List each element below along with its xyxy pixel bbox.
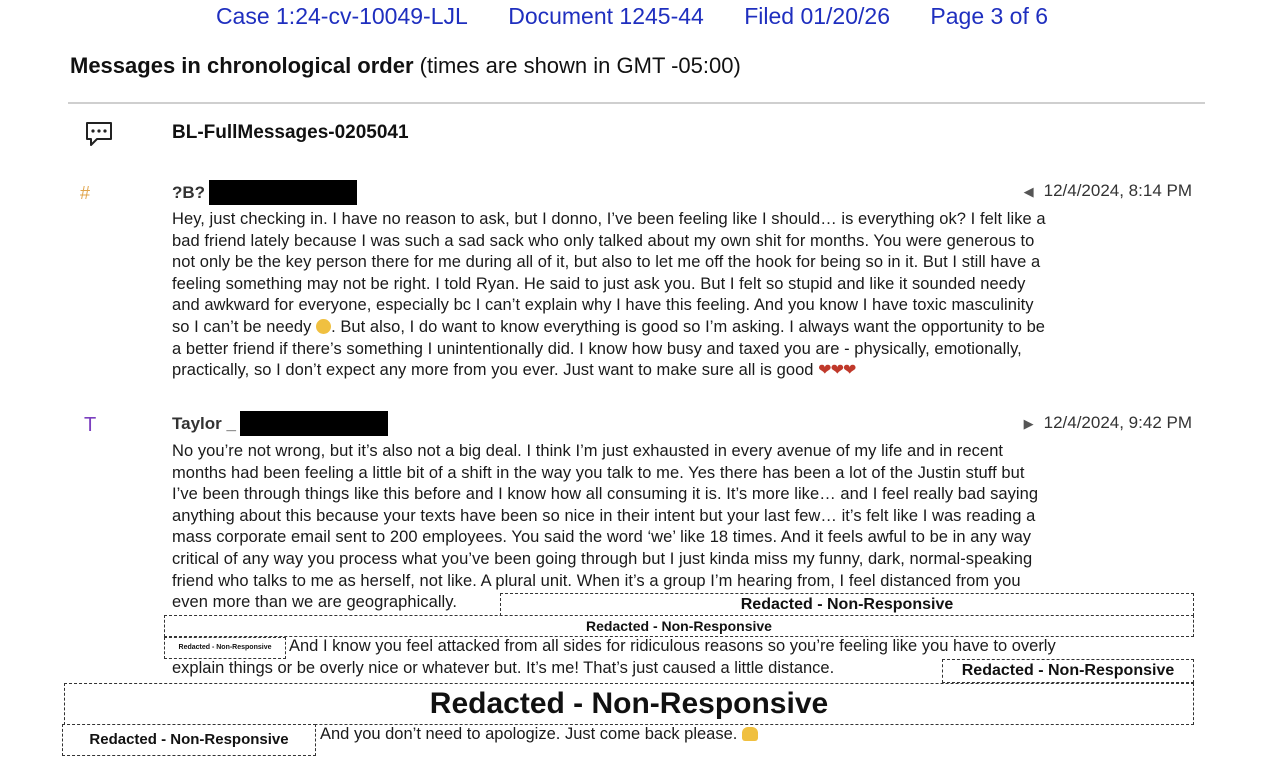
message-line: bad friend lately because I was such a sad sack who only talked about my own shit for months. You were generous to	[172, 231, 1035, 250]
message-line: Hey, just checking in. I have no reason to ask, but I donno, I’ve been feeling like I should… is everything ok? I felt like a	[172, 210, 1046, 228]
chat-bubble-icon	[84, 120, 114, 148]
message-line: months had been feeling a little bit of a shift in the way you talk to me. Yes there has been a lot of the Justin stuff but	[172, 463, 1025, 482]
sender-avatar: T	[84, 414, 97, 436]
message-line-part: And you don’t need to apologize. Just come back please.	[320, 725, 738, 743]
redaction-box	[240, 411, 388, 436]
message-body	[172, 441, 1192, 614]
message-line: I’ve been through things like this before and I know how all consuming it is. It’s more like… and I feel really bad saying	[172, 485, 1039, 504]
message-line: anything about this because your texts have been so nice in their intent but your last few… it’s felt like I was reading a	[172, 506, 1036, 525]
document-number: Document 1245-44	[508, 3, 704, 29]
sender-name-text: ?B?	[172, 182, 206, 202]
message-line: And I know you feel attacked from all sides for ridiculous reasons so you’re feeling like you have to overly	[289, 637, 1056, 655]
message-line: feeling something may not be right. I told Ryan. He said to just ask you. But I felt so stupid and like it sounded needy	[172, 274, 1026, 293]
page-title-note: (times are shown in GMT -05:00)	[413, 53, 741, 78]
case-header	[0, 3, 1264, 30]
heart-emoji-icon: ❤❤❤	[818, 362, 856, 380]
redaction-label: Redacted - Non-Responsive	[62, 724, 316, 756]
message-line: even more than we are geographically.	[172, 593, 457, 612]
message-line-part: . But also, I do want to know everything is good so I’m asking. I always want the opportunity to be	[331, 317, 1046, 336]
case-number: Case 1:24-cv-10049-LJL	[215, 3, 468, 29]
message-line	[172, 360, 1192, 382]
sender-name-text: Taylor _	[172, 413, 236, 433]
pray-emoji-icon	[742, 727, 758, 741]
message-line: mass corporate email sent to 200 employees. You said the word ‘we’ like 18 times. And it feels awful to be in any way	[172, 528, 1032, 547]
redaction-label: Redacted - Non-Responsive	[942, 659, 1194, 683]
redaction-label: Redacted - Non-Responsive	[164, 615, 1194, 637]
message-line: and awkward for everyone, especially bc I can’t explain why I have this feeling. And you know I have toxic masculinity	[172, 296, 1034, 315]
message-line: friend who talks to me as herself, not like. A plural unit. When it’s a group I’m hearing from, I feel distanced from you	[172, 571, 1021, 590]
message-timestamp	[1024, 181, 1192, 201]
conversation-name: BL-FullMessages-0205041	[172, 122, 409, 143]
redaction-box	[209, 180, 357, 205]
redaction-label: Redacted - Non-Responsive	[64, 683, 1194, 725]
redaction-label: Redacted - Non-Responsive	[500, 593, 1194, 616]
smile-emoji-icon	[316, 319, 331, 334]
message-line: not only be the key person there for me during all of it, but also to let me off the hook for being so in it. But I still have a	[172, 253, 1041, 272]
message-line-part: practically, so I don’t expect any more from you ever. Just want to make sure all is good	[172, 361, 814, 380]
message-line-part: so I can’t be needy	[172, 317, 312, 336]
message-line: explain things or be overly nice or whatever but. It’s me! That’s just caused a little distance.	[172, 659, 835, 677]
filed-date: Filed 01/20/26	[744, 3, 890, 29]
message-line: a better friend if there’s something I unintentionally did. I know how busy and taxed you are - physically, emotionally,	[172, 339, 1022, 358]
sender-avatar: #	[80, 183, 91, 203]
message-timestamp-text: 12/4/2024, 9:42 PM	[1043, 413, 1192, 432]
message-line: critical of any way you process what you’ve been going through but I just kinda miss my funny, dark, normal-speaking	[172, 549, 1033, 568]
message-timestamp	[1024, 413, 1192, 433]
message-line	[172, 317, 1192, 339]
page-number: Page 3 of 6	[930, 3, 1049, 29]
sender-name	[172, 180, 357, 205]
outgoing-arrow-icon: ▶	[1023, 416, 1034, 431]
message-line: No you’re not wrong, but it’s also not a big deal. I think I’m just exhausted in every avenue of my life and in recent	[172, 442, 1004, 460]
message-body	[172, 209, 1192, 382]
incoming-arrow-icon: ◀	[1023, 184, 1034, 199]
message-timestamp-text: 12/4/2024, 8:14 PM	[1043, 181, 1192, 200]
page-title-bold: Messages in chronological order	[70, 53, 414, 78]
sender-name	[172, 411, 388, 436]
message-line	[320, 725, 758, 744]
divider	[68, 102, 1205, 104]
page-title	[70, 53, 741, 79]
redaction-label: Redacted - Non-Responsive	[164, 637, 286, 659]
